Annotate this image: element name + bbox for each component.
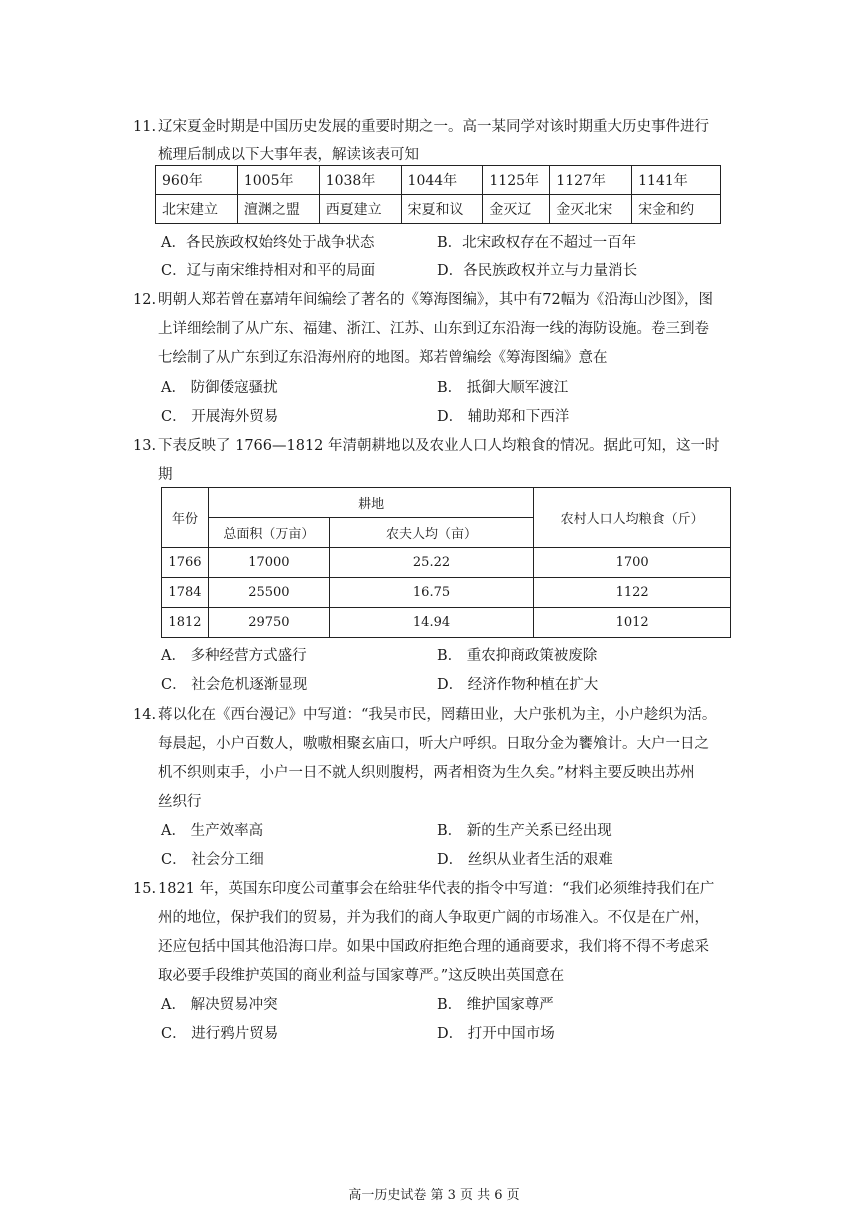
- table-header: 总面积（万亩）: [208, 518, 329, 548]
- option-a[interactable]: A．各民族政权始终处于战争状态: [161, 235, 375, 251]
- question-text: 每晨起，小户百数人，嗷嗷相聚玄庙口，听大户呼织。日取分金为饔飧计。大户一日之: [158, 736, 709, 752]
- table-cell: 25500: [208, 578, 329, 608]
- table-cell: 1125年: [483, 166, 550, 195]
- option-d[interactable]: D．各民族政权并立与力量消长: [437, 263, 638, 279]
- table-cell: 1038年: [319, 166, 401, 195]
- table-row: [162, 578, 731, 608]
- option-c[interactable]: C． 社会分工细: [161, 852, 264, 868]
- table-cell: 北宋建立: [156, 195, 238, 224]
- table-header: 年份: [162, 488, 209, 548]
- table-cell: 16.75: [329, 578, 533, 608]
- option-c[interactable]: C． 进行鸦片贸易: [161, 1026, 279, 1042]
- option-b[interactable]: B．北宋政权存在不超过一百年: [437, 235, 637, 251]
- page-footer: 高一历史试卷 第 3 页 共 6 页: [348, 1188, 520, 1203]
- table-cell: 25.22: [329, 548, 533, 578]
- table-row: [156, 166, 721, 195]
- question-text: 州的地位，保护我们的贸易，并为我们的商人争取更广阔的市场准入。不仅是在广州，: [158, 910, 709, 926]
- table-cell: 金灭北宋: [550, 195, 632, 224]
- table-row: [162, 548, 731, 578]
- table-cell: 宋夏和议: [401, 195, 483, 224]
- question-text: 丝织行: [158, 794, 202, 810]
- option-a[interactable]: A． 防御倭寇骚扰: [161, 380, 278, 396]
- question-number: 12.: [133, 292, 157, 308]
- table-row: [162, 608, 731, 638]
- question-text: 还应包括中国其他沿海口岸。如果中国政府拒绝合理的通商要求，我们将不得不考虑采: [158, 939, 709, 955]
- table-cell: 17000: [208, 548, 329, 578]
- option-d[interactable]: D． 经济作物种植在扩大: [437, 677, 599, 693]
- question-number: 15.: [133, 881, 157, 897]
- option-a[interactable]: A． 生产效率高: [161, 823, 264, 839]
- question-text: 蒋以化在《西台漫记》中写道：“我吴市民，罔藉田业，大户张机为主，小户趁织为活。: [158, 707, 717, 723]
- option-d[interactable]: D． 辅助郑和下西洋: [437, 409, 570, 425]
- table-row: [156, 195, 721, 224]
- table-header: 农村人口人均粮食（斤）: [534, 488, 731, 548]
- table-cell: 1005年: [237, 166, 319, 195]
- question-text: 1821 年，英国东印度公司董事会在给驻华代表的指令中写道：“我们必须维持我们在广: [158, 881, 715, 897]
- question-text: 梳理后制成以下大事年表，解读该表可知: [158, 147, 419, 163]
- table-cell: 29750: [208, 608, 329, 638]
- table-header: 耕地: [208, 488, 533, 518]
- table-cell: 14.94: [329, 608, 533, 638]
- option-c[interactable]: C．辽与南宋维持相对和平的局面: [161, 263, 376, 279]
- table-cell: 澶渊之盟: [237, 195, 319, 224]
- question-text: 明朝人郑若曾在嘉靖年间编绘了著名的《筹海图编》，其中有72幅为《沿海山沙图》，图: [158, 292, 713, 308]
- question-text: 下表反映了 1766—1812 年清朝耕地以及农业人口人均粮食的情况。据此可知，这一时: [158, 438, 720, 454]
- table-cell: 1141年: [632, 166, 721, 195]
- option-b[interactable]: B． 新的生产关系已经出现: [437, 823, 612, 839]
- option-c[interactable]: C． 开展海外贸易: [161, 409, 279, 425]
- table-cell: 宋金和约: [632, 195, 721, 224]
- table-cell: 960年: [156, 166, 238, 195]
- table-cell: 1700: [534, 548, 731, 578]
- question-text: 辽宋夏金时期是中国历史发展的重要时期之一。高一某同学对该时期重大历史事件进行: [158, 119, 709, 135]
- table-cell: 1012: [534, 608, 731, 638]
- table-cell: 1044年: [401, 166, 483, 195]
- option-b[interactable]: B． 抵御大顺军渡江: [437, 380, 569, 396]
- option-b[interactable]: B． 重农抑商政策被废除: [437, 648, 598, 664]
- question-text: 期: [158, 467, 173, 483]
- table-cell: 1127年: [550, 166, 632, 195]
- table-row: [162, 488, 731, 518]
- question-number: 11.: [133, 119, 157, 135]
- table-cell: 1122: [534, 578, 731, 608]
- question-text: 机不织则束手，小户一日不就人织则腹枵，两者相资为生久矣。”材料主要反映出苏州: [158, 765, 695, 781]
- chronology-table: [155, 165, 721, 224]
- question-text: 七绘制了从广东到辽东沿海州府的地图。郑若曾编绘《筹海图编》意在: [158, 350, 608, 366]
- table-cell: 1784: [162, 578, 209, 608]
- table-cell: 1766: [162, 548, 209, 578]
- table-cell: 西夏建立: [319, 195, 401, 224]
- question-text: 上详细绘制了从广东、福建、浙江、江苏、山东到辽东沿海一线的海防设施。卷三到卷: [158, 321, 709, 337]
- table-cell: 金灭辽: [483, 195, 550, 224]
- question-number: 14.: [133, 707, 157, 723]
- option-d[interactable]: D． 丝织从业者生活的艰难: [437, 852, 613, 868]
- option-b[interactable]: B． 维护国家尊严: [437, 997, 554, 1013]
- option-a[interactable]: A． 多种经营方式盛行: [161, 648, 307, 664]
- table-cell: 1812: [162, 608, 209, 638]
- option-a[interactable]: A． 解决贸易冲突: [161, 997, 278, 1013]
- question-text: 取必要手段维护英国的商业利益与国家尊严。”这反映出英国意在: [158, 968, 565, 984]
- table-header: 农夫人均（亩）: [329, 518, 533, 548]
- option-d[interactable]: D． 打开中国市场: [437, 1026, 555, 1042]
- option-c[interactable]: C． 社会危机逐渐显现: [161, 677, 308, 693]
- question-number: 13.: [133, 438, 157, 454]
- farmland-table: [161, 487, 731, 638]
